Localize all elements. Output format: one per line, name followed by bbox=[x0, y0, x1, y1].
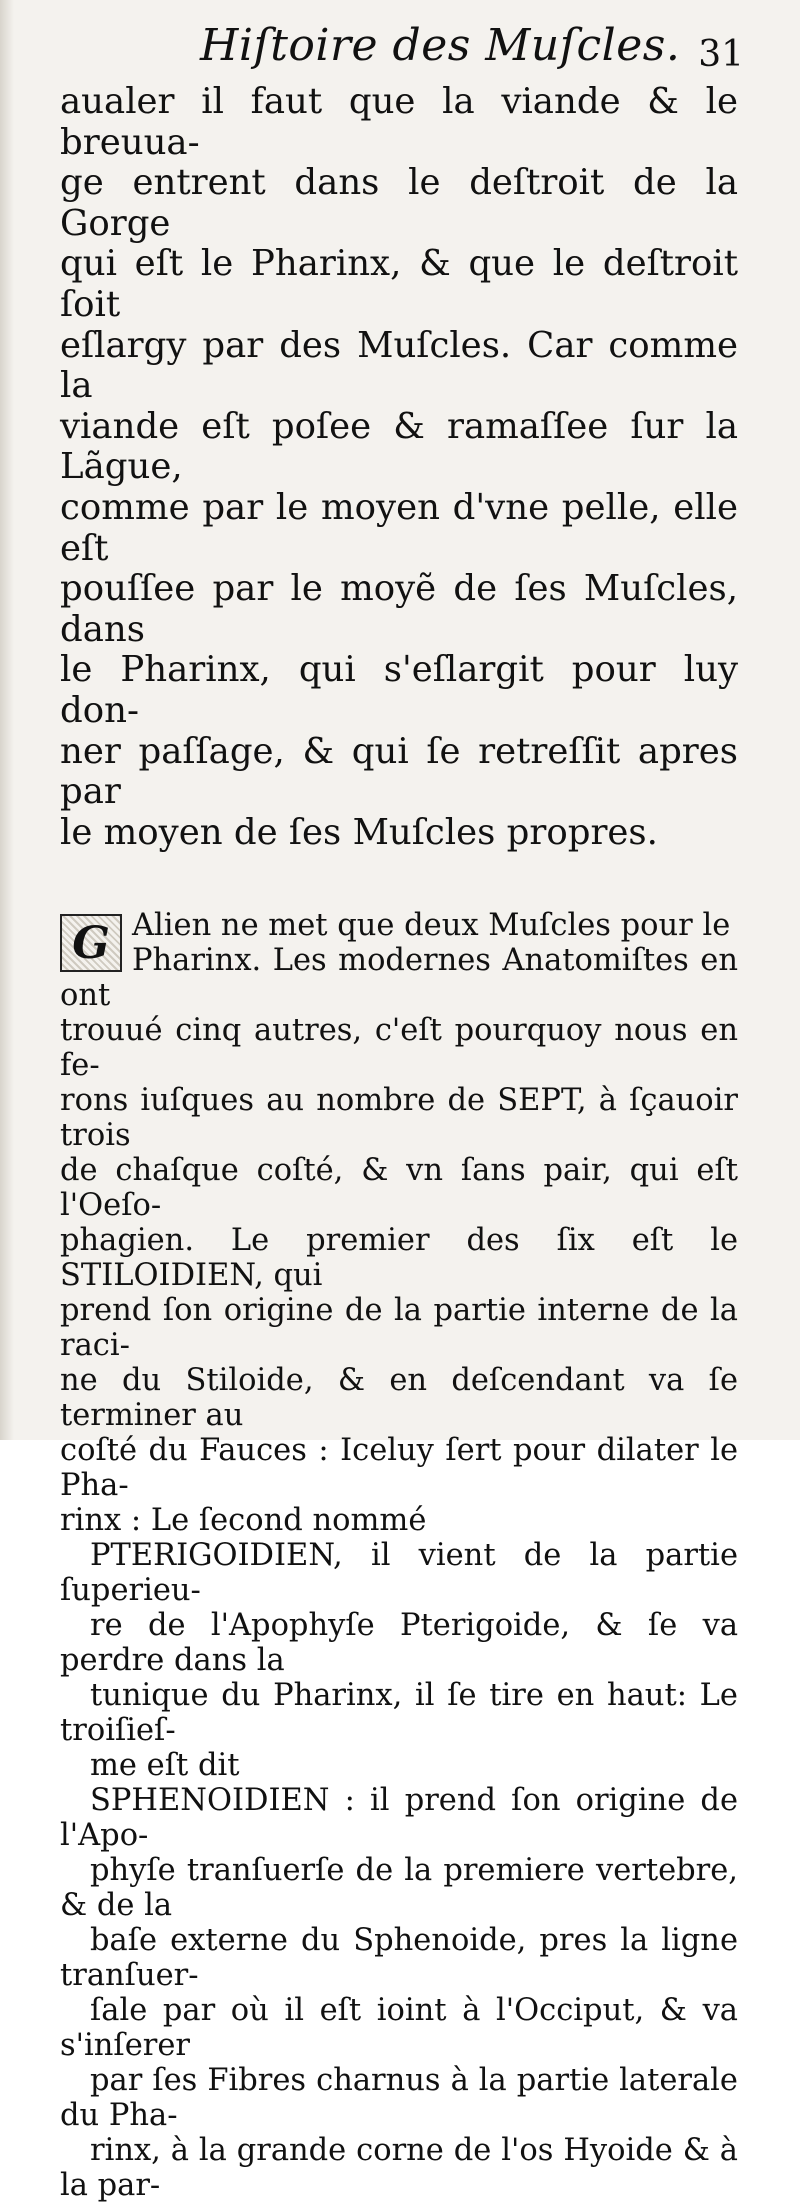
text-line: Pharinx. Les modernes Anatomiſtes en ont bbox=[60, 943, 738, 1014]
text-line: eſlargy par des Muſcles. Car comme la bbox=[60, 324, 738, 407]
text-line: coſté du Fauces : Iceluy ſert pour dilater le Pha- bbox=[60, 1433, 738, 1504]
text-line: le Pharinx, qui s'eſlargit pour luy don- bbox=[60, 649, 738, 731]
text-line: phagien. Le premier des ſix eſt le STILOIDIEN, qui bbox=[60, 1223, 738, 1294]
text-line: rinx, à la grande corne de l'os Hyoide & à la par- bbox=[60, 2133, 738, 2203]
text-line: trouué cinq autres, c'eſt pourquoy nous en fe- bbox=[60, 1013, 738, 1084]
running-title: Hiſtoire des Muſcles. bbox=[200, 20, 681, 71]
text-line: par ſes Fibres charnus à la partie laterale du Pha- bbox=[60, 2063, 738, 2134]
text-line: tunique du Pharinx, il ſe tire en haut: Le troiſieſ- bbox=[60, 1678, 738, 1749]
text-line: prend ſon origine de la partie interne de la raci- bbox=[60, 1293, 738, 1364]
text-line: le moyen de ſes Muſcles propres. bbox=[60, 811, 658, 853]
text-line: qui eſt le Pharinx, & que le deſtroit ſoit bbox=[60, 243, 738, 325]
text-line: ge entrent dans le deſtroit de la Gorge bbox=[60, 162, 738, 244]
text-line: viande eſt poſee & ramaſſee ſur la Lãgue, bbox=[60, 405, 738, 488]
text-line: re de l'Apophyſe Pterigoide, & ſe va perdre dans la bbox=[60, 1608, 738, 1679]
paragraph-galien bbox=[60, 908, 738, 1538]
text-line: phyſe tranſuerſe de la premiere vertebre, & de la bbox=[60, 1853, 738, 1924]
text-line: pouſſee par le moyẽ de ſes Muſcles, dans bbox=[60, 568, 738, 650]
text-line: de chaſque coſté, & vn ſans pair, qui eſt l'Oeſo- bbox=[60, 1153, 738, 1224]
text-line: ſale par où il eſt ioint à l'Occiput, & va s'inſerer bbox=[60, 1993, 738, 2064]
text-block-2 bbox=[60, 908, 738, 2203]
text-line: baſe externe du Sphenoide, pres la ligne tranſuer- bbox=[60, 1923, 738, 1994]
page-number: 31 bbox=[698, 34, 744, 75]
text-line: me eſt dit bbox=[90, 1748, 240, 1784]
text-line: rinx : Le ſecond nommé bbox=[60, 1503, 427, 1539]
text-line: ne du Stiloide, & en deſcendant va ſe terminer au bbox=[60, 1363, 738, 1434]
paragraph-pterigoidien bbox=[60, 1538, 738, 1783]
drop-cap-initial: G bbox=[60, 914, 122, 972]
text-line: PTERIGOIDIEN, il vient de la partie ſuperieu- bbox=[60, 1538, 738, 1609]
text-line: SPHENOIDIEN : il prend ſon origine de l'Apo- bbox=[60, 1783, 738, 1854]
text-line: Alien ne met que deux Muſcles pour le bbox=[132, 908, 731, 944]
text-line: ner paſſage, & qui ſe retreſſit apres par bbox=[60, 730, 738, 813]
section-gap bbox=[60, 853, 738, 908]
text-line: rons iuſques au nombre de SEPT, à ſçauoir trois bbox=[60, 1083, 738, 1154]
text-block-1 bbox=[60, 82, 738, 853]
text-line: comme par le moyen d'vne pelle, elle eſt bbox=[60, 486, 738, 569]
running-head bbox=[60, 0, 744, 82]
paragraph-sphenoidien bbox=[60, 1783, 738, 2203]
text-line: aualer il faut que la viande & le breuua- bbox=[60, 81, 738, 163]
